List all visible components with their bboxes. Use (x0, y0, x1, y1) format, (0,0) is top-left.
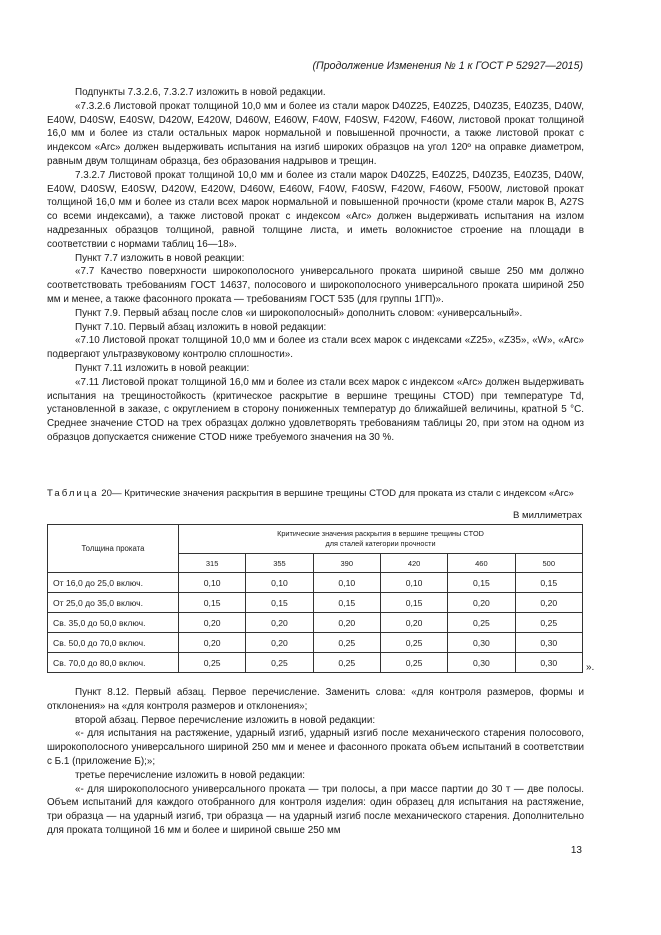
table-row (48, 573, 583, 593)
table-caption-text: 20— Критические значения раскрытия в вершине трещины CTOD для проката из стали с индексом «Arc» (101, 488, 574, 499)
column-group-header (179, 525, 583, 554)
table-cell: 0,25 (448, 613, 515, 633)
row-label: От 25,0 до 35,0 включ. (48, 593, 179, 613)
table-cell: 0,20 (313, 613, 380, 633)
paragraph: Пункт 7.11 изложить в новой реакции: (75, 362, 250, 374)
table-cell: 0,30 (515, 653, 582, 673)
group-header-line: для сталей категории прочности (325, 539, 436, 548)
table-cell: 0,20 (179, 633, 246, 653)
table-units: В миллиметрах (512, 510, 582, 521)
table-label: Таблица (47, 488, 99, 499)
page-number: 13 (570, 845, 582, 856)
column-header-category: 460 (448, 554, 515, 573)
group-header-line: Критические значения раскрытия в вершине трещины CTOD (277, 529, 484, 538)
paragraph: «7.11 Листовой прокат толщиной 16,0 мм и более из стали всех марок с индексом «Arc» должен выдерживать испытания на трещиностойкость (критическое раскрытие в вершине трещины CTOD) при температуре Td, установленной в заказе, с округлением в сторону пониженных температур до ближайшей величины, кратной 5 °С. Среднее значение CTOD на трех образцах должно удовлетворять требованиям таблицы 20, при этом на одном из образцов допускается снижение CTOD ниже требуемого значения на 30 %. (47, 376, 584, 443)
table-cell: 0,10 (313, 573, 380, 593)
table-cell: 0,30 (515, 633, 582, 653)
table-cell: 0,30 (448, 633, 515, 653)
paragraph: «- для испытания на растяжение, ударный изгиб, ударный изгиб после механического старения полосового, широкополосного универсального шириной 250 мм и менее и фасонного проката объем испытаний в соответствии с Б.1 (приложение Б);»; (47, 728, 584, 767)
table-row (48, 613, 583, 633)
table-cell: 0,25 (313, 653, 380, 673)
paragraph: Пункт 8.12. Первый абзац. Первое перечисление. Заменить слова: «для контроля размеров, формы и отклонения» на «для контроля размеров и отклонения»; (47, 687, 584, 712)
table-cell: 0,25 (179, 653, 246, 673)
paragraph: Пункт 7.9. Первый абзац после слов «и широкополосный» дополнить словом: «универсальный». (75, 307, 523, 319)
column-header-thickness: Толщина проката (48, 525, 179, 573)
paragraph: Пункт 7.7 изложить в новой реакции: (75, 252, 245, 264)
paragraph: 7.3.2.7 Листовой прокат толщиной 10,0 мм и более из стали марок D40Z25, E40Z25, D40Z35, E40Z35, D40W, E40W, D40SW, E40SW, D420W, E420W, D460W, E460W, F40W, F40SW, F420W, F460W, F500W, листовой прокат толщиной 16,0 мм и более из стали всех марок нормальной и повышенной прочности (кроме стали марок В, A27S со всеми индексами), а также листовой прокат с индексом «Arc» должен выдерживать испытания на излом надрезанных образцов толщиной, равной толщине листа, и иметь волокнистое строение на площади в соответствии с нормами таблиц 16—18». (47, 169, 584, 250)
page-header: (Продолжение Изменения № 1 к ГОСТ Р 52927—2015) (312, 60, 583, 72)
table-cell: 0,15 (380, 593, 447, 613)
table-cell: 0,15 (179, 593, 246, 613)
table-cell: 0,10 (246, 573, 313, 593)
row-label: Св. 70,0 до 80,0 включ. (48, 653, 179, 673)
table-cell: 0,15 (246, 593, 313, 613)
ctod-table (47, 524, 583, 673)
paragraph: «7.10 Листовой прокат толщиной 10,0 мм и более из стали всех марок с индексами «Z25», «Z35», «W», «Arc» подвергают ультразвуковому контролю сплошности». (47, 335, 584, 361)
table-cell: 0,10 (179, 573, 246, 593)
table-cell: 0,20 (246, 613, 313, 633)
table-row (48, 653, 583, 673)
table-row (48, 593, 583, 613)
table-cell: 0,20 (380, 613, 447, 633)
table-cell: 0,20 (246, 633, 313, 653)
row-label: От 16,0 до 25,0 включ. (48, 573, 179, 593)
row-label: Св. 50,0 до 70,0 включ. (48, 633, 179, 653)
column-header-category: 390 (313, 554, 380, 573)
body-text-top (47, 86, 584, 445)
table-cell: 0,20 (448, 593, 515, 613)
table-cell: 0,15 (448, 573, 515, 593)
table-cell: 0,15 (515, 573, 582, 593)
table-cell: 0,25 (246, 653, 313, 673)
table-cell: 0,30 (448, 653, 515, 673)
column-header-category: 355 (246, 554, 313, 573)
table-cell: 0,25 (515, 613, 582, 633)
table-row (48, 633, 583, 653)
table-cell: 0,15 (313, 593, 380, 613)
paragraph: «- для широкополосного универсального проката — три полосы, а при массе партии до 30 т — две полосы. Объем испытаний для каждого отобранного для контроля изделия: один образец для испытания на растяжение, три образца — на ударный изгиб, три образца — на ударный изгиб после механического старения. Дополнительно для проката толщиной 16 мм и более и шириной свыше 250 мм (47, 783, 584, 836)
column-header-category: 500 (515, 554, 582, 573)
paragraph: «7.3.2.6 Листовой прокат толщиной 10,0 мм и более из стали марок D40Z25, E40Z25, D40Z35, E40Z35, D40W, E40W, D40SW, E40SW, D420W, E420W, D460W, E460W, F40W, F40SW, F420W, F460W, листовой прокат толщиной 16,0 мм и более из стали остальных марок нормальной и повышенной прочности, а также листовой прокат с индексом «Arc» должен выдерживать испытания на изгиб широких образцов на угол 120º на оправке диаметром, равным двум толщинам образца, без образования надрывов и трещин. (47, 100, 584, 167)
paragraph: Подпункты 7.3.2.6, 7.3.2.7 изложить в новой редакции. (75, 87, 326, 98)
table-cell: 0,20 (179, 613, 246, 633)
paragraph: второй абзац. Первое перечисление изложить в новой редакции: (75, 714, 376, 726)
table-closing-quote: ». (586, 662, 595, 673)
paragraph: третье перечисление изложить в новой редакции: (75, 769, 305, 781)
table-cell: 0,25 (380, 653, 447, 673)
table-cell: 0,25 (380, 633, 447, 653)
paragraph: Пункт 7.10. Первый абзац изложить в новой редакции: (75, 321, 327, 333)
table-cell: 0,10 (380, 573, 447, 593)
table-caption (47, 488, 584, 501)
column-header-category: 420 (380, 554, 447, 573)
row-label: Св. 35,0 до 50,0 включ. (48, 613, 179, 633)
table-cell: 0,20 (515, 593, 582, 613)
paragraph: «7.7 Качество поверхности широкополосного универсального проката шириной свыше 250 мм должно соответствовать требованиям ГОСТ 14637, полосового и широкополосного универсального проката шириной 250 мм и менее, а также фасонного проката — требованиям ГОСТ 535 (для группы 1ГП)». (47, 266, 584, 305)
table-cell: 0,25 (313, 633, 380, 653)
body-text-bottom (47, 686, 584, 838)
column-header-category: 315 (179, 554, 246, 573)
